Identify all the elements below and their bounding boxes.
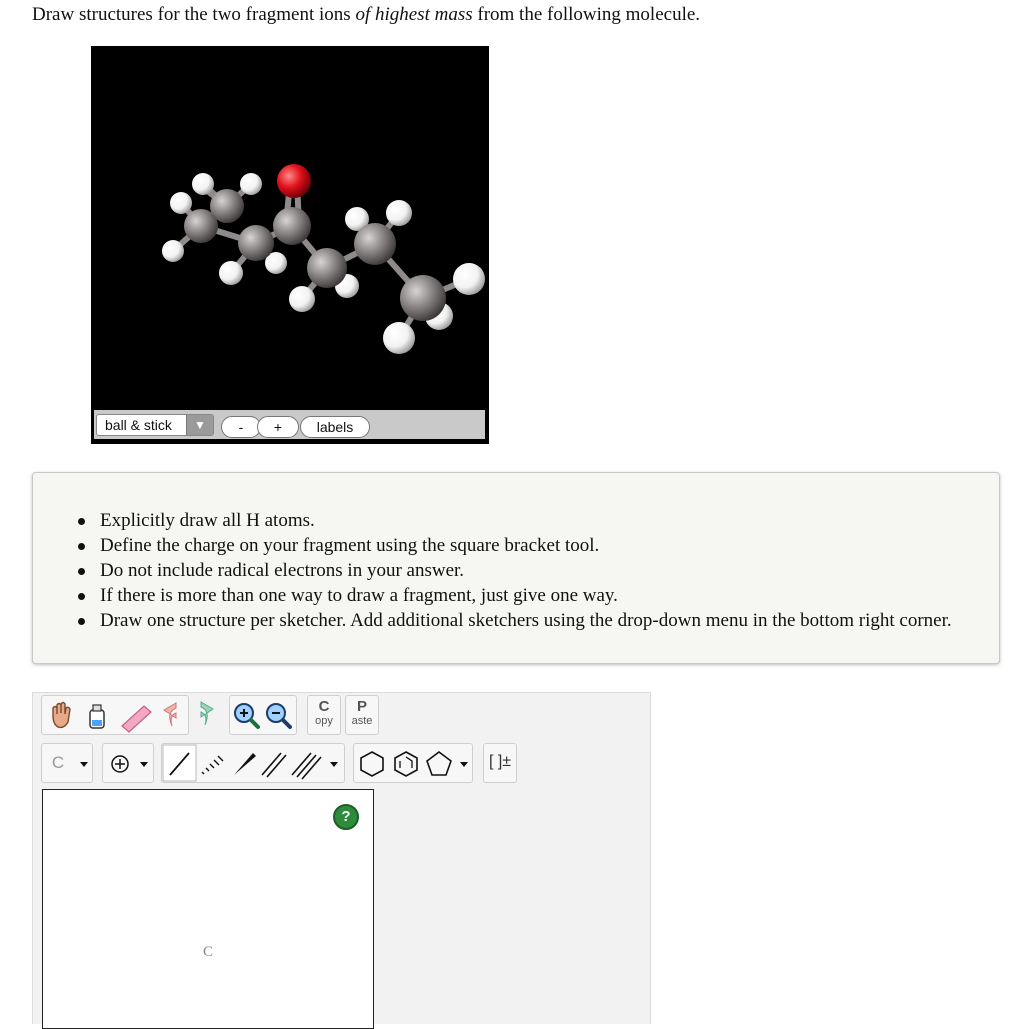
- zoom-out-icon[interactable]: [267, 704, 290, 727]
- zoom-tool-group: [229, 695, 297, 735]
- cyclopentane-icon[interactable]: [427, 752, 451, 775]
- erase-bottle-icon[interactable]: [90, 705, 104, 728]
- paste-button[interactable]: [345, 695, 379, 735]
- drawing-canvas[interactable]: [42, 789, 374, 1029]
- question-part-2: from the following molecule.: [472, 4, 701, 25]
- dropdown-arrow-icon: [140, 762, 148, 767]
- atom-selector-value: C: [51, 753, 65, 772]
- zoom-out-button[interactable]: -: [221, 416, 261, 438]
- instruction-item: Draw one structure per sketcher. Add additional sketchers using the drop-down menu in the bottom right corner.: [78, 608, 952, 633]
- bracket-icon: [ ]±: [488, 753, 512, 770]
- atom-selector[interactable]: [41, 743, 93, 783]
- charge-selector[interactable]: [102, 743, 154, 783]
- benzene-icon[interactable]: [395, 752, 417, 776]
- structure-sketcher: [32, 692, 651, 1024]
- question-text: [32, 4, 700, 26]
- zoom-in-icon[interactable]: [235, 704, 258, 727]
- molecule-model: [91, 46, 489, 410]
- molecule-viewer[interactable]: [91, 46, 489, 444]
- instructions-list: [78, 508, 952, 633]
- cyclohexane-icon[interactable]: [361, 752, 383, 776]
- double-bond-icon[interactable]: [262, 753, 286, 777]
- question-part-1: Draw structures for the two fragment ions: [32, 4, 356, 25]
- hashed-bond-icon[interactable]: [202, 756, 223, 774]
- instruction-item: Define the charge on your fragment using the square bracket tool.: [78, 533, 952, 558]
- bracket-tool-button[interactable]: [483, 743, 517, 783]
- display-style-select[interactable]: [96, 414, 214, 436]
- redo-icon: [201, 702, 213, 725]
- instruction-item: If there is more than one way to draw a fragment, just give one way.: [78, 583, 952, 608]
- question-emphasis: of highest mass: [355, 4, 473, 25]
- display-style-value: ball & stick: [105, 417, 172, 433]
- paste-label: aste: [351, 715, 373, 727]
- labels-button[interactable]: labels: [300, 416, 370, 438]
- dropdown-arrow-icon[interactable]: [330, 762, 338, 767]
- copy-button[interactable]: [307, 695, 341, 735]
- instruction-item: Do not include radical electrons in your answer.: [78, 558, 952, 583]
- edit-tool-group: [41, 695, 189, 735]
- instruction-item: Explicitly draw all H atoms.: [78, 508, 952, 533]
- help-icon[interactable]: ?: [333, 804, 359, 830]
- paste-letter: P: [356, 698, 367, 715]
- ring-tool-group: [353, 743, 473, 783]
- wedge-bond-icon[interactable]: [234, 753, 256, 775]
- instructions-panel: [32, 472, 1000, 664]
- charge-plus-icon: [112, 756, 128, 772]
- viewer-controls: [94, 410, 485, 439]
- zoom-in-button[interactable]: +: [257, 416, 299, 438]
- triple-bond-icon[interactable]: [292, 753, 321, 779]
- copy-label: opy: [315, 715, 333, 727]
- hand-icon[interactable]: [53, 703, 70, 728]
- canvas-atom-label[interactable]: C: [203, 944, 214, 960]
- dropdown-arrow-icon: ▼: [186, 415, 213, 435]
- dropdown-arrow-icon[interactable]: [460, 762, 468, 767]
- undo-icon[interactable]: [164, 703, 176, 726]
- eraser-icon[interactable]: [122, 706, 151, 732]
- redo-button[interactable]: [187, 695, 223, 735]
- copy-letter: C: [318, 698, 330, 715]
- dropdown-arrow-icon: [80, 762, 88, 767]
- bond-tool-group: [161, 743, 345, 783]
